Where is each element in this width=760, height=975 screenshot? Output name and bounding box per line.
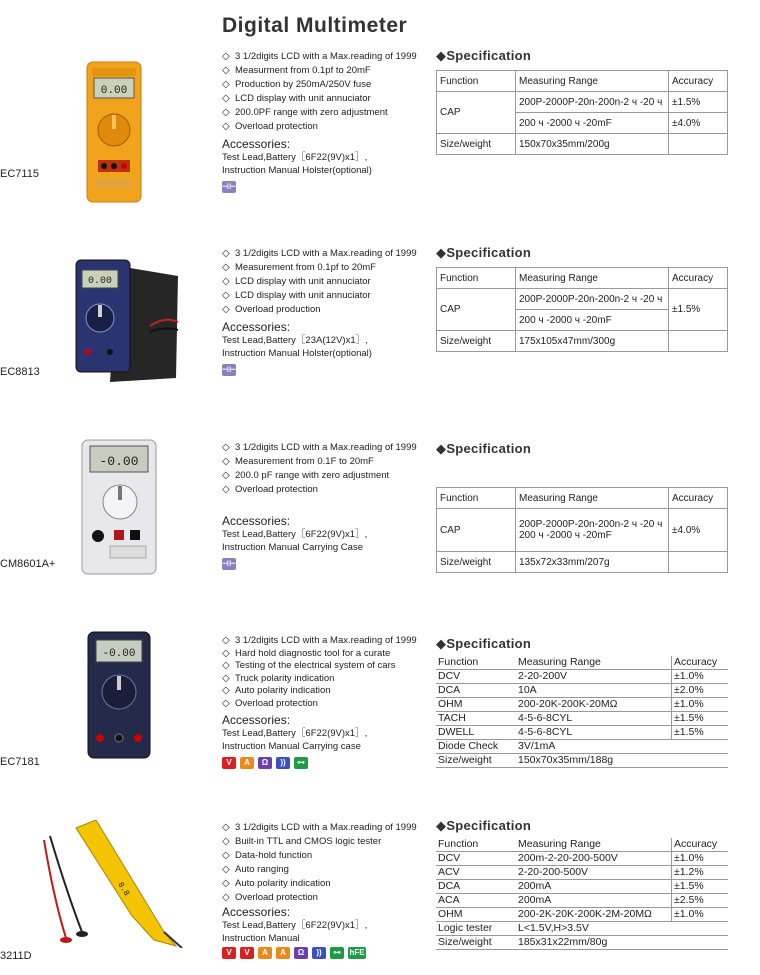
hfe-icon: hFE	[349, 948, 365, 957]
feature-item: ◇ 3 1/2digits LCD with a Max.reading of 1999	[222, 442, 417, 453]
col-range: Measuring Range	[516, 656, 672, 670]
feature-item: ◇ Measurement from 0.1F to 20mF	[222, 456, 374, 467]
model-label-ec7181: EC7181	[0, 756, 40, 768]
cell-range: 200P-2000P-20n-200n-2 ч -20 ч	[516, 92, 669, 113]
multimeter-photo-ec7115	[84, 60, 144, 205]
diode-icon: ⊶	[330, 947, 344, 959]
table-row: Logic tester L<1.5V,H>3.5V	[436, 922, 728, 936]
feature-item: ◇ 3 1/2digits LCD with a Max.reading of 1999	[222, 248, 417, 259]
model-label-cm8601a: CM8601A+	[0, 558, 56, 570]
cell-range: 200 ч -2000 ч -20mF	[516, 310, 669, 331]
model-label-ec7115: EC7115	[0, 168, 39, 180]
capacitor-icon: ⊣⊢	[221, 182, 237, 191]
cell-accuracy: ±4.0%	[669, 113, 728, 134]
accessories-line: Test Lead,Battery［6F22(9V)x1］,	[222, 728, 368, 739]
svg-text:8.8: 8.8	[115, 880, 131, 898]
feature-item: ◇ Production by 250mA/250V fuse	[222, 79, 372, 90]
svg-text:-0.00: -0.00	[102, 648, 136, 660]
col-range: Measuring Range	[516, 268, 669, 289]
col-accuracy: Accuracy	[669, 71, 728, 92]
table-row: DCA 10A ±2.0%	[436, 684, 728, 698]
spec-heading: ◆Specification	[436, 245, 532, 260]
feature-item: ◇ LCD display with unit annuciator	[222, 276, 371, 287]
spec-heading: ◆Specification	[436, 441, 532, 456]
cell-size: 150x70x35mm/200g	[516, 134, 669, 155]
table-row: DCV 2-20-200V ±1.0%	[436, 670, 728, 684]
lcd-reading: 0.00	[100, 85, 128, 97]
capacitor-icon: ⊣⊢	[221, 559, 237, 568]
col-function: Function	[437, 488, 516, 509]
accessories-title: Accessories:	[222, 713, 291, 727]
feature-item: ◇ Overload protection	[222, 697, 318, 709]
table-row: Size/weight 185x31x22mm/80g	[436, 936, 728, 950]
table-row: Size/weight 150x70x35mm/188g	[436, 754, 728, 768]
feature-item: ◇ Overload protection	[222, 892, 318, 903]
feature-item: ◇ Measurement from 0.1pf to 20mF	[222, 262, 376, 273]
feature-item: ◇ 3 1/2digits LCD with a Max.reading of 1999	[222, 635, 417, 646]
features-cm8601a	[222, 441, 417, 570]
table-row: DCV 200m-2-20-200-500V ±1.0%	[436, 852, 728, 866]
table-row: ACA 200mA ±2.5%	[436, 894, 728, 908]
cell-range: 200P-2000P-20n-200n-2 ч -20 ч 200 ч -2000 ч -20mF	[516, 509, 669, 552]
model-label-3211d: 3211D	[0, 950, 32, 962]
current-icon: A	[240, 757, 254, 769]
cell-function: CAP	[437, 92, 516, 134]
feature-item: ◇ 200.0 pF range with zero adjustment	[222, 470, 390, 481]
capacitor-icon: ⊣⊢	[221, 365, 237, 374]
current-icon: A	[258, 947, 272, 959]
spec-heading: ◆Specification	[436, 818, 532, 833]
buzzer-icon: ))	[276, 757, 290, 769]
spec-cm8601a	[436, 441, 728, 573]
cell-function: Size/weight	[437, 331, 516, 352]
buzzer-icon: ))	[312, 947, 326, 959]
col-range: Measuring Range	[516, 488, 669, 509]
col-function: Function	[437, 268, 516, 289]
diode-icon: ⊶	[294, 757, 308, 769]
feature-item: ◇ Hard hold diagnostic tool for a curate	[222, 647, 391, 659]
col-accuracy: Accuracy	[672, 656, 729, 670]
cell-accuracy: ±1.5%	[669, 289, 728, 331]
col-accuracy: Accuracy	[672, 838, 729, 852]
feature-item: ◇ Overload protection	[222, 121, 318, 132]
accessories-line: Test Lead,Battery［6F22(9V)x1］,	[222, 529, 368, 540]
spec-ec7181	[436, 636, 728, 768]
feature-item: ◇ 3 1/2digits LCD with a Max.reading of 1999	[222, 822, 417, 833]
feature-item: ◇ LCD display with unit annuciator	[222, 93, 371, 104]
feature-item: ◇ Testing of the electrical system of cars	[222, 660, 396, 671]
accessories-line: Test Lead,Battery［6F22(9V)x1］,	[222, 920, 368, 931]
current-icon: A	[276, 947, 290, 959]
col-function: Function	[436, 656, 516, 670]
col-range: Measuring Range	[516, 71, 669, 92]
voltage-icon: V	[222, 757, 236, 769]
svg-text:-0.00: -0.00	[99, 454, 139, 469]
cell-range: 200P-2000P-20n-200n-2 ч -20 ч	[516, 289, 669, 310]
feature-item: ◇ 200.0PF range with zero adjustment	[222, 107, 388, 118]
feature-item: ◇ Overload protection	[222, 484, 318, 495]
multimeter-photo-3211d	[36, 820, 186, 948]
feature-item: ◇ Auto polarity indication	[222, 685, 331, 696]
accessories-line: Instruction Manual Holster(optional)	[222, 348, 372, 359]
spec-ec8813	[436, 245, 728, 352]
col-range: Measuring Range	[516, 838, 672, 852]
cell-function: Size/weight	[437, 134, 516, 155]
page-title: Digital Multimeter	[222, 14, 408, 37]
features-ec8813	[222, 247, 417, 376]
feature-item: ◇ Overload production	[222, 304, 321, 315]
table-row: TACH 4-5-6-8CYL ±1.5%	[436, 712, 728, 726]
ohm-icon: Ω	[258, 757, 272, 769]
feature-item: ◇ Data-hold function	[222, 850, 313, 861]
accessories-title: Accessories:	[222, 905, 291, 919]
accessories-title: Accessories:	[222, 137, 291, 151]
col-function: Function	[436, 838, 516, 852]
feature-item: ◇ Measurment from 0.1pf to 20mF	[222, 65, 371, 76]
spec-heading: ◆Specification	[436, 636, 532, 651]
table-row: OHM 200-2K-20K-200K-2M-20MΩ ±1.0%	[436, 908, 728, 922]
table-row: Diode Check 3V/1mA	[436, 740, 728, 754]
feature-item: ◇ 3 1/2digits LCD with a Max.reading of 1999	[222, 51, 417, 62]
multimeter-photo-cm8601a	[78, 438, 160, 576]
col-function: Function	[437, 71, 516, 92]
cell-function: CAP	[437, 289, 516, 331]
svg-text:0.00: 0.00	[87, 276, 113, 287]
col-accuracy: Accuracy	[669, 268, 728, 289]
spec-ec7115	[436, 48, 728, 155]
cell-accuracy: ±4.0%	[669, 509, 728, 552]
feature-item: ◇ Auto ranging	[222, 864, 289, 875]
features-ec7181	[222, 635, 417, 769]
multimeter-photo-ec8813	[70, 256, 180, 384]
features-3211d	[222, 821, 417, 959]
cell-function: CAP	[437, 509, 516, 552]
voltage-icon: V	[222, 947, 236, 959]
cell-range: 200 ч -2000 ч -20mF	[516, 113, 669, 134]
accessories-line: Instruction Manual Holster(optional)	[222, 165, 372, 176]
feature-item: ◇ Built-in TTL and CMOS logic tester	[222, 836, 382, 847]
table-row: OHM 200-20K-200K-20MΩ ±1.0%	[436, 698, 728, 712]
feature-item: ◇ Auto polarity indication	[222, 878, 331, 889]
ohm-icon: Ω	[294, 947, 308, 959]
spec-heading: ◆Specification	[436, 48, 532, 63]
table-row: ACV 2-20-200-500V ±1.2%	[436, 866, 728, 880]
accessories-line: Instruction Manual Carrying case	[222, 741, 361, 752]
multimeter-photo-ec7181	[84, 630, 154, 760]
cell-accuracy: ±1.5%	[669, 92, 728, 113]
spec-3211d	[436, 818, 728, 950]
voltage-icon: V	[240, 947, 254, 959]
accessories-title: Accessories:	[222, 514, 291, 528]
cell-size: 135x72x33mm/207g	[516, 552, 669, 573]
table-row: DCA 200mA ±1.5%	[436, 880, 728, 894]
model-label-ec8813: EC8813	[0, 366, 40, 378]
col-accuracy: Accuracy	[669, 488, 728, 509]
cell-function: Size/weight	[437, 552, 516, 573]
accessories-line: Instruction Manual	[222, 933, 300, 944]
accessories-line: Test Lead,Battery［6F22(9V)x1］,	[222, 152, 368, 163]
accessories-line: Test Lead,Battery［23A(12V)x1］,	[222, 335, 368, 346]
accessories-title: Accessories:	[222, 320, 291, 334]
cell-size: 175x105x47mm/300g	[516, 331, 669, 352]
feature-item: ◇ Truck polarity indication	[222, 672, 335, 684]
feature-item: ◇ LCD display with unit annuciator	[222, 290, 371, 301]
table-row: DWELL 4-5-6-8CYL ±1.5%	[436, 726, 728, 740]
accessories-line: Instruction Manual Carrying Case	[222, 542, 363, 553]
features-ec7115	[222, 50, 417, 193]
